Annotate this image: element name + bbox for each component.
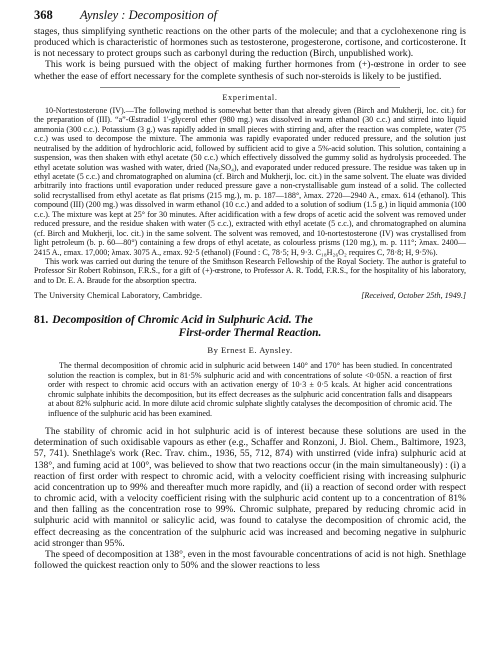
experimental-paragraph: 10-Nortestosterone (IV).—The following method is somewhat better than that already given (Birch and Mukherji, loc. cit.) for the preparation of (III). “a”-Œstradiol 1'-glycerol ether (980 mg.) was dissolved in warm ethanol (30 c.c.) and stirred into liquid ammonia (300 c.c.). Potassium (3 g.) was rapidly added in small pieces with stirring and, after the reaction was complete, water (75 c.c.) was used to decompose the mixture. The ammonia was rapidly evaporated under reduced pressure, and the solution just neutralised by the addition of hydrochloric acid, followed by sufficient acid to give a 5%-acid solution. This solution, containing a suspension, was then shaken with ethyl acetate (50 c.c.) which effectively dissolved the gummy solid as hydrolysis proceeded. The ethyl acetate solution was washed with water, dried (Na₂SO₄), and evaporated under reduced pressure. The residue was taken up in ethyl acetate (5 c.c.) and chromatographed on alumina (cf. Birch and Mukherji, loc. cit.) in the same solvent. The eluate was divided arbitrarily into fractions until evaporation under reduced pressure gave a non-crystallisable gum instead of a solid. The collected solid recrystallised from ethyl acetate as flat prisms (215 mg.), m. p. 187—188°, λmax. 2720—2940 A., εmax. 614 (ethanol). This compound (III) (200 mg.) was dissolved in warm ethanol (10 c.c.) and added to a solution of sodium (1.5 g.) in liquid ammonia (100 c.c.). The mixture was kept at 25° for 30 minutes. After acidification with a few drops of acetic acid the solvent was removed under reduced pressure, and the residue shaken with water (5 c.c.), extracted with ethyl acetate (5 c.c.), and chromatographed on alumina (cf. Birch and Mukherji, loc. cit.) in the same solvent. The solvent was removed, and 10-nortestosterone (IV) was crystallised from light petroleum (b. p. 60—80°) containing a few drops of ethyl acetate, as colourless prisms (120 mg.), m. p. 111°; λmax. 2400—2415 A., εmax. 17,000; λmax. 3075 A., εmax. 92·5 (ethanol) (Found : C, 78·5; H, 9·3. C₁₈H₂₆O₂ requires C, 78·8; H, 9·5%).: [34, 105, 466, 257]
page-number: 368: [34, 8, 53, 22]
page-header: [34, 8, 466, 26]
experimental-heading: Experimental.: [222, 92, 278, 102]
affiliation-line: [34, 291, 466, 300]
body-paragraph-1: The stability of chromic acid in hot sulphuric acid is of interest because these solutions are used in the determination of such oxidisable vapours as ether (e.g., Schaffer and Ronzoni, J. Biol. Chem., Baltimore, 1923, 57, 741). Snethlage's work (Rec. Trav. chim., 1936, 55, 712, 874) with unstirred (vide infra) sulphuric acid at 138°, and fuming acid at 100°, was believed to show that two reactions occur (in the main simultaneously) : (i) a reaction of first order with respect to chromic acid, with a velocity coefficient rising with increasing sulphuric acid concentration up to 99% and thereafter much more rapidly, and (ii) a reaction of second order with respect to chromic acid, with a velocity coefficient rising with the sulphuric acid content up to a concentration of 81% and then falling as the concentration rose to 99%. Chromic sulphate, prepared by reducing chromic acid in sulphuric acid with mannitol or salicylic acid, was found to catalyse the decomposition of chromic acid, the effect decreasing as the concentration of the sulphuric acid was increased and becoming negative in sulphuric acid stronger than 95%.: [34, 426, 466, 549]
body-paragraph-2: The speed of decomposition at 138°, even in the most favourable concentrations of acid is not high. Snethlage followed the quickest reaction only to 50% and the slower reactions to less: [34, 548, 466, 571]
article-title: [34, 314, 466, 340]
acknowledgement-paragraph: This work was carried out during the tenure of the Smithson Research Fellowship of the Royal Society. The author is grateful to Professor Sir Robert Robinson, F.R.S., for a gift of (+)-œstrone, to Professor A. R. Todd, F.R.S., for the hospitality of his laboratory, and to Dr. E. A. Braude for the absorption spectra.: [34, 257, 466, 285]
article-title-line-2: First-order Thermal Reaction.: [178, 327, 322, 340]
affiliation: The University Chemical Laboratory, Cambridge.: [34, 291, 203, 301]
intro-paragraph: stages, thus simplifying synthetic reactions on the other parts of the molecule; and that a cyclohexenone ring is produced which is characteristic of hormones such as testosterone, progesterone, cortisone, and corticosterone. It is not necessary to protect groups such as carbonyl during the reduction (Birch, unpublished work).: [34, 26, 466, 60]
intro-paragraph-2: This work is being pursued with the object of making further hormones from (+)-œstrone in order to see whether the ease of effort necessary for the complete synthesis of such nor-steroids is likely to be justified.: [34, 59, 466, 82]
running-title: Aynsley : Decomposition of: [80, 8, 218, 22]
section-divider: [100, 87, 400, 88]
article-title-line-1: Decomposition of Chromic Acid in Sulphuric Acid. The: [52, 314, 313, 327]
abstract-text: The thermal decomposition of chromic acid in sulphuric acid between 140° and 170° has been studied. In concentrated solution the reaction is complex, but in 81·5% sulphuric acid and with concentrations of solute <0·05N. a reaction of first order with respect to chromic acid occurs with an activation energy of 10·3 ± 0·5 kcals. At higher acid concentrations chromic sulphate inhibits the decomposition, but its effect decreases as the sulphuric acid concentration falls and disappears at about 82% sulphuric acid. In more dilute acid chromic sulphate slightly catalyses the decomposition of chromic acid. The influence of the sulphuric acid has been examined.: [48, 361, 452, 418]
article-number: 81.: [34, 314, 49, 327]
article-author: By Ernest E. Aynsley.: [207, 345, 293, 356]
received-date: [Received, October 25th, 1949.]: [361, 291, 466, 301]
abstract: [34, 361, 466, 418]
